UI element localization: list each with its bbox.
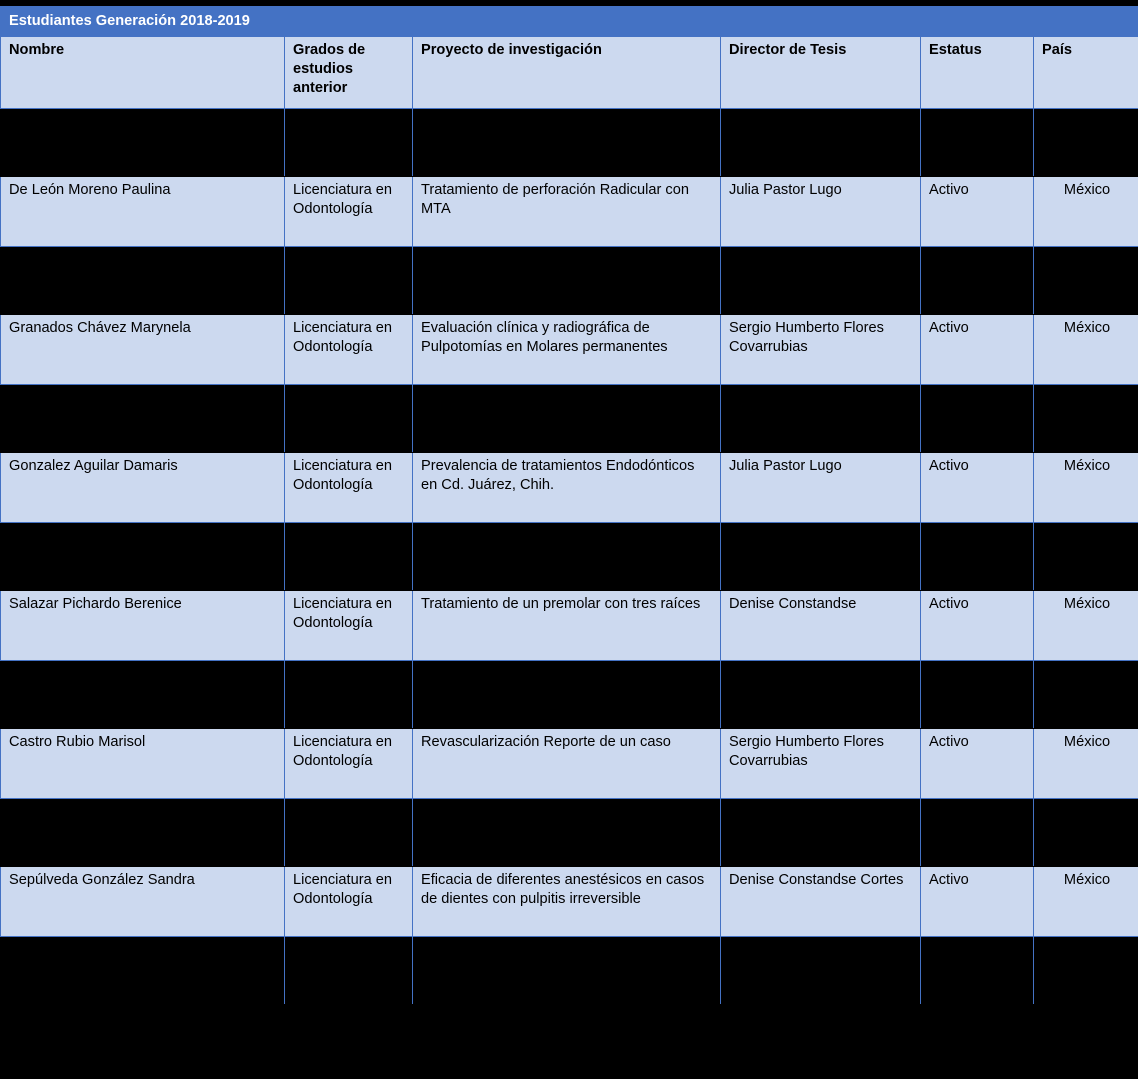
blank-cell — [1, 523, 285, 591]
cell-pais: México — [1034, 729, 1138, 799]
cell-nombre: Salazar Pichardo Berenice — [1, 591, 285, 661]
blank-cell — [413, 523, 721, 591]
blank-cell — [1, 247, 285, 315]
page-title: Estudiantes Generación 2018-2019 — [1, 7, 1138, 37]
cell-director: Denise Constandse Cortes — [721, 867, 921, 937]
column-header-director: Director de Tesis — [721, 37, 921, 109]
blank-cell — [1, 385, 285, 453]
blank-row — [1, 937, 1138, 1005]
cell-grados: Licenciatura en Odontología — [285, 177, 413, 247]
students-table — [0, 6, 1138, 1005]
cell-director: Julia Pastor Lugo — [721, 453, 921, 523]
cell-grados: Licenciatura en Odontología — [285, 591, 413, 661]
cell-director: Sergio Humberto Flores Covarrubias — [721, 729, 921, 799]
table-row — [1, 867, 1138, 937]
blank-cell — [285, 937, 413, 1005]
blank-cell — [285, 799, 413, 867]
blank-cell — [413, 247, 721, 315]
cell-proyecto: Evaluación clínica y radiográfica de Pulpotomías en Molares permanentes — [413, 315, 721, 385]
cell-grados: Licenciatura en Odontología — [285, 453, 413, 523]
cell-estatus: Activo — [921, 177, 1034, 247]
cell-director: Denise Constandse — [721, 591, 921, 661]
table-title-row — [1, 7, 1138, 37]
cell-estatus: Activo — [921, 729, 1034, 799]
cell-nombre: Sepúlveda González Sandra — [1, 867, 285, 937]
cell-proyecto: Revascularización Reporte de un caso — [413, 729, 721, 799]
table-header-row — [1, 37, 1138, 109]
blank-cell — [721, 799, 921, 867]
blank-cell — [1, 109, 285, 177]
cell-nombre: Gonzalez Aguilar Damaris — [1, 453, 285, 523]
cell-proyecto: Tratamiento de perforación Radicular con MTA — [413, 177, 721, 247]
cell-grados: Licenciatura en Odontología — [285, 315, 413, 385]
blank-cell — [921, 661, 1034, 729]
blank-row — [1, 109, 1138, 177]
cell-proyecto: Eficacia de diferentes anestésicos en casos de dientes con pulpitis irreversible — [413, 867, 721, 937]
cell-pais: México — [1034, 177, 1138, 247]
blank-cell — [413, 799, 721, 867]
blank-cell — [921, 385, 1034, 453]
blank-cell — [1034, 937, 1138, 1005]
cell-nombre: De León Moreno Paulina — [1, 177, 285, 247]
blank-cell — [285, 385, 413, 453]
blank-cell — [1034, 109, 1138, 177]
blank-cell — [921, 523, 1034, 591]
blank-cell — [721, 523, 921, 591]
cell-director: Julia Pastor Lugo — [721, 177, 921, 247]
blank-cell — [285, 109, 413, 177]
table-row — [1, 315, 1138, 385]
cell-estatus: Activo — [921, 453, 1034, 523]
blank-cell — [921, 799, 1034, 867]
blank-cell — [721, 385, 921, 453]
blank-cell — [413, 937, 721, 1005]
blank-cell — [1034, 247, 1138, 315]
blank-cell — [1034, 523, 1138, 591]
cell-grados: Licenciatura en Odontología — [285, 729, 413, 799]
blank-cell — [413, 661, 721, 729]
column-header-estatus: Estatus — [921, 37, 1034, 109]
blank-cell — [721, 937, 921, 1005]
cell-director: Sergio Humberto Flores Covarrubias — [721, 315, 921, 385]
blank-row — [1, 799, 1138, 867]
blank-cell — [721, 109, 921, 177]
blank-cell — [413, 385, 721, 453]
cell-pais: México — [1034, 867, 1138, 937]
column-header-pais: País — [1034, 37, 1138, 109]
table-row — [1, 729, 1138, 799]
column-header-grados: Grados de estudios anterior — [285, 37, 413, 109]
cell-pais: México — [1034, 453, 1138, 523]
blank-row — [1, 523, 1138, 591]
blank-cell — [1034, 799, 1138, 867]
blank-cell — [285, 523, 413, 591]
blank-row — [1, 661, 1138, 729]
cell-pais: México — [1034, 315, 1138, 385]
cell-nombre: Granados Chávez Marynela — [1, 315, 285, 385]
blank-row — [1, 247, 1138, 315]
blank-cell — [921, 247, 1034, 315]
blank-cell — [1, 799, 285, 867]
blank-cell — [1, 661, 285, 729]
blank-row — [1, 385, 1138, 453]
cell-nombre: Castro Rubio Marisol — [1, 729, 285, 799]
table-row — [1, 591, 1138, 661]
table-row — [1, 453, 1138, 523]
blank-cell — [1034, 661, 1138, 729]
cell-estatus: Activo — [921, 315, 1034, 385]
blank-cell — [285, 247, 413, 315]
blank-cell — [921, 109, 1034, 177]
blank-cell — [921, 937, 1034, 1005]
blank-cell — [413, 109, 721, 177]
blank-cell — [285, 661, 413, 729]
column-header-nombre: Nombre — [1, 37, 285, 109]
cell-proyecto: Prevalencia de tratamientos Endodónticos en Cd. Juárez, Chih. — [413, 453, 721, 523]
table-row — [1, 177, 1138, 247]
cell-proyecto: Tratamiento de un premolar con tres raíces — [413, 591, 721, 661]
cell-grados: Licenciatura en Odontología — [285, 867, 413, 937]
column-header-proyecto: Proyecto de investigación — [413, 37, 721, 109]
blank-cell — [721, 247, 921, 315]
cell-pais: México — [1034, 591, 1138, 661]
blank-cell — [1, 937, 285, 1005]
blank-cell — [1034, 385, 1138, 453]
cell-estatus: Activo — [921, 867, 1034, 937]
blank-cell — [721, 661, 921, 729]
cell-estatus: Activo — [921, 591, 1034, 661]
